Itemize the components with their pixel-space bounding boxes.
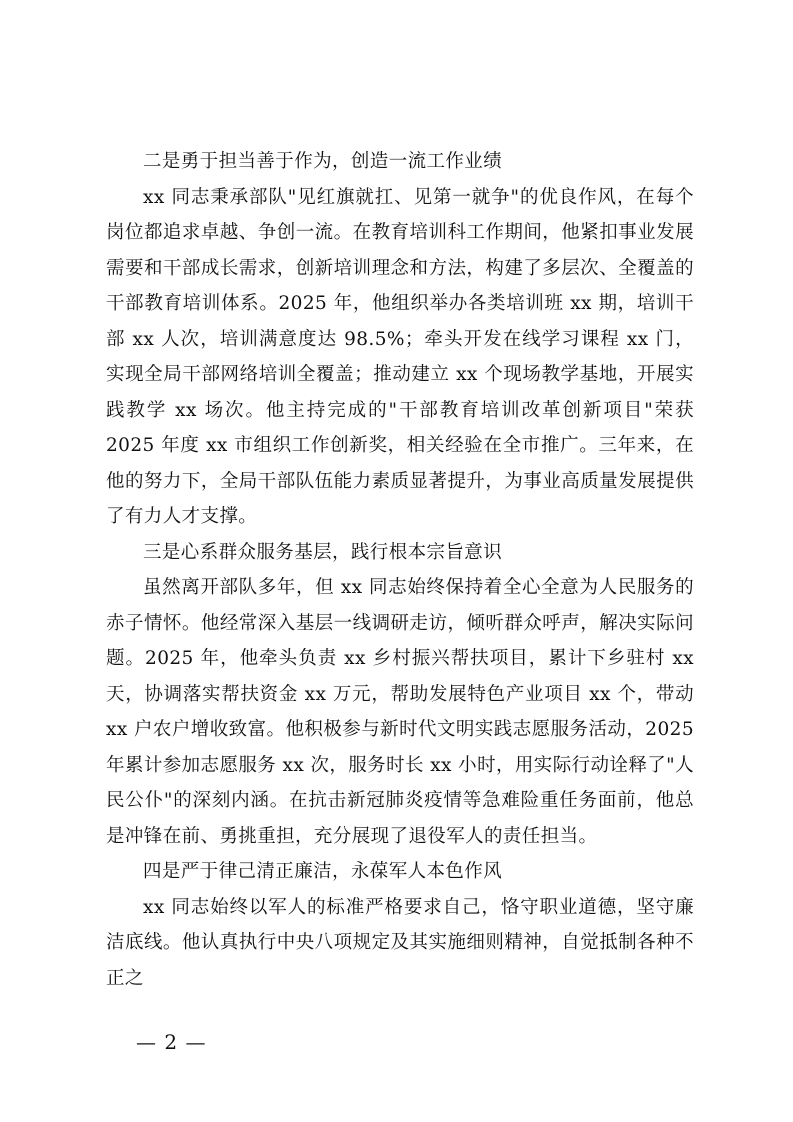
section-paragraph-3: 虽然离开部队多年，但 xx 同志始终保持着全心全意为人民服务的赤子情怀。他经常深入基层一线调研走访，倾听群众呼声，解决实际问题。2025 年，他牵头负责 xx 乡村振兴帮扶项目，累计下乡驻村 xx 天，协调落实帮扶资金 xx 万元，帮助发展特色产业项目 xx 个，带动 xx 户农户增收致富。他积极参与新时代文明实践志愿服务活动，2025 年累计参加志愿服务 xx 次，服务时长 xx 小时，用实际行动诠释了"人民公仆"的深刻内涵。在抗击新冠肺炎疫情等急难险重任务面前，他总是冲锋在前、勇挑重担，充分展现了退役军人的责任担当。 — [106, 577, 694, 847]
section-paragraph-4: xx 同志始终以军人的标准严格要求自己，恪守职业道德，坚守廉洁底线。他认真执行中央八项规定及其实施细则精神，自觉抵制各种不正之 — [106, 896, 694, 989]
section-heading-3: 三是心系群众服务基层，践行根本宗旨意识 — [143, 541, 503, 563]
section-heading-2: 二是勇于担当善于作为，创造一流工作业绩 — [143, 151, 503, 172]
section-paragraph-2: xx 同志秉承部队"见红旗就扛、见第一就争"的优良作风，在每个岗位都追求卓越、争创一流。在教育培训科工作期间，他紧扣事业发展需要和干部成长需求，创新培训理念和方法，构建了多层次、全覆盖的干部教育培训体系。2025 年，他组织举办各类培训班 xx 期，培训干部 xx 人次，培训满意度达 98.5%；牵头开发在线学习课程 xx 门，实现全局干部网络培训全覆盖；推动建立 xx 个现场教学基地，开展实践教学 xx 场次。他主持完成的"干部教育培训改革创新项目"荣获 2025 年度 xx 市组织工作创新奖，相关经验在全市推广。三年来，在他的努力下，全局干部队伍能力素质显著提升，为事业高质量发展提供了有力人才支撑。 — [106, 186, 694, 527]
section-heading-4: 四是严于律己清正廉洁，永葆军人本色作风 — [143, 861, 503, 882]
page-number: — 2 — — [136, 1030, 207, 1054]
document-body — [106, 144, 694, 996]
